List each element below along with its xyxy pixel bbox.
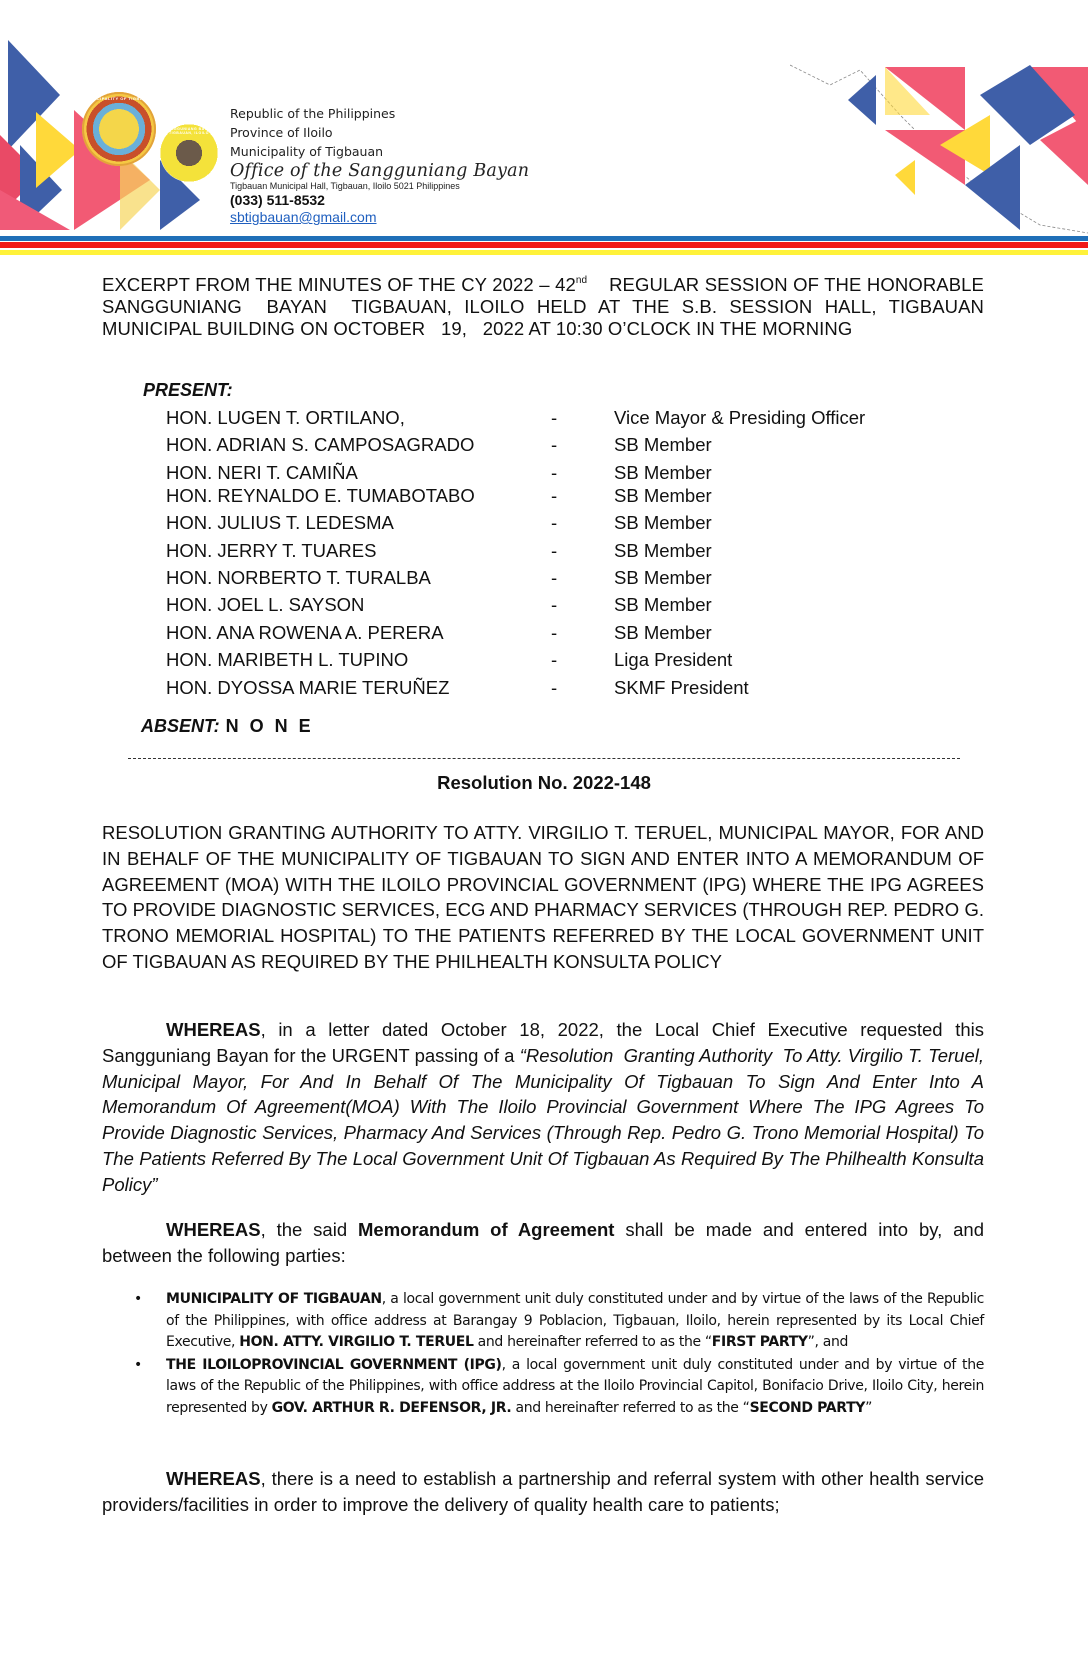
municipality-line: Municipality of Tigbauan bbox=[230, 144, 384, 159]
party-item-first bbox=[134, 1289, 984, 1354]
member-role: SB Member bbox=[614, 539, 712, 561]
attendance-row bbox=[166, 594, 926, 621]
member-name: HON. MARIBETH L. TUPINO bbox=[166, 649, 409, 671]
excerpt-text-rest: REGULAR SESSION OF THE HONORABLE SANGGUNIANG BAYAN TIGBAUAN, ILOILO HELD AT THE S.B. SESSION HALL, TIGBAUAN MUNICIPAL BUILDING ON OCTOBER 19, 2022 AT 10:30 O’CLOCK IN THE MORNING bbox=[102, 274, 984, 339]
absent-label: ABSENT: bbox=[141, 716, 220, 736]
attendance-row bbox=[166, 512, 926, 539]
attendance-row bbox=[166, 540, 926, 567]
party-representative: GOV. ARTHUR R. DEFENSOR, JR. bbox=[271, 1399, 512, 1416]
member-role: SB Member bbox=[614, 566, 712, 588]
attendance-row bbox=[166, 462, 926, 485]
quoted-resolution-title: “Resolution Granting Authority To Atty. Virgilio T. Teruel, Municipal Mayor, For And In Behalf Of The Municipality Of Tigbauan To Sign And Enter Into A Memorandum Of Agreement(MOA) With The Iloilo Provincial Government Where The IPG Agrees To Provide Diagnostic Services, Pharmacy And Services (Through Rep. Pedro G. Trono Memorial Hospital) To The Patients Referred By The Local Government Unit Of Tigbauan As Required By The Philhealth Konsulta Policy” bbox=[102, 1044, 984, 1195]
party-name: THE ILOILOPROVINCIAL GOVERNMENT (IPG) bbox=[166, 1356, 502, 1373]
dash-separator: - bbox=[551, 512, 558, 534]
party-item-second bbox=[134, 1355, 984, 1420]
whereas-clause-3 bbox=[102, 1466, 984, 1518]
member-role: SB Member bbox=[614, 621, 712, 643]
absent-line bbox=[141, 716, 314, 737]
member-name: HON. LUGEN T. ORTILANO, bbox=[166, 407, 405, 428]
office-email-link[interactable]: sbtigbauan@gmail.com bbox=[230, 209, 377, 225]
member-role: SB Member bbox=[614, 594, 712, 616]
whereas-label: WHEREAS bbox=[166, 1019, 261, 1040]
letterhead bbox=[0, 0, 1088, 260]
minutes-excerpt-heading bbox=[102, 270, 984, 340]
attendance-row bbox=[166, 407, 926, 434]
party-designation: SECOND PARTY bbox=[749, 1399, 866, 1416]
attendance-row bbox=[166, 485, 926, 512]
header-stripe-blue bbox=[0, 236, 1088, 241]
member-name: HON. JOEL L. SAYSON bbox=[166, 594, 365, 616]
dash-separator: - bbox=[551, 649, 558, 671]
attendance-row bbox=[166, 434, 926, 461]
attendance-row bbox=[166, 649, 926, 676]
member-name: HON. NERI T. CAMIÑA bbox=[166, 461, 358, 483]
excerpt-text-start: EXCERPT FROM THE MINUTES OF THE CY 2022 – 42 bbox=[102, 274, 576, 295]
dash-separator: - bbox=[551, 621, 558, 643]
office-title: Office of the Sangguniang Bayan bbox=[230, 161, 530, 181]
member-role: SB Member bbox=[614, 484, 712, 506]
attendance-row bbox=[166, 622, 926, 649]
member-name: HON. JERRY T. TUARES bbox=[166, 539, 377, 561]
present-label: PRESENT: bbox=[143, 380, 233, 400]
party-text: and hereinafter referred to as the “ bbox=[511, 1399, 750, 1416]
dash-separator: - bbox=[551, 539, 558, 561]
dash-separator: - bbox=[551, 434, 558, 456]
bullet-icon: • bbox=[134, 1356, 142, 1373]
party-text: , a local government unit duly constituted under and by virtue of the laws of the Republic of the Philippines, with office address at the Iloilo Provincial Capitol, Bonifacio Drive, Iloilo City, herein represented by bbox=[166, 1356, 984, 1416]
party-text: ” bbox=[865, 1399, 872, 1416]
office-phone: (033) 511-8532 bbox=[230, 192, 325, 208]
seal-text: SANGGUNIANG BAYAN TIGBAUAN, ILOILO bbox=[165, 127, 213, 135]
party-text: ”, and bbox=[807, 1334, 849, 1350]
member-name: HON. REYNALDO E. TUMABOTABO bbox=[166, 484, 475, 506]
header-stripe-yellow bbox=[0, 250, 1088, 255]
member-role: Liga President bbox=[614, 649, 733, 671]
whereas-label: WHEREAS bbox=[166, 1468, 261, 1489]
resolution-title: RESOLUTION GRANTING AUTHORITY TO ATTY. VIRGILIO T. TERUEL, MUNICIPAL MAYOR, FOR AND IN BEHALF OF THE MUNICIPALITY OF TIGBAUAN TO SIGN AND ENTER INTO A MEMORANDUM OF AGREEMENT (MOA) WITH THE ILOILO PROVINCIAL GOVERNMENT (IPG) WHERE THE IPG AGREES TO PROVIDE DIAGNOSTIC SERVICES, ECG AND PHARMACY SERVICES (THROUGH REP. PEDRO G. TRONO MEMORIAL HOSPITAL) TO THE PATIENTS REFERRED BY THE LOCAL GOVERNMENT UNIT OF TIGBAUAN AS REQUIRED BY THE PHILHEALTH KONSULTA POLICY bbox=[102, 822, 984, 972]
parties-list bbox=[134, 1289, 984, 1419]
dash-separator: - bbox=[551, 594, 558, 616]
header-stripe-red bbox=[0, 242, 1088, 248]
geometric-triangles-decoration-right bbox=[790, 55, 1088, 235]
member-name: HON. ANA ROWENA A. PERERA bbox=[166, 621, 444, 643]
whereas-clause-2 bbox=[102, 1217, 984, 1269]
member-name: HON. JULIUS T. LEDESMA bbox=[166, 512, 394, 534]
member-name: HON. NORBERTO T. TURALBA bbox=[166, 566, 431, 588]
whereas-text: , there is a need to establish a partnership and referral system with other health service providers/facilities in order to improve the delivery of quality health care to patients; bbox=[102, 1468, 984, 1515]
resolution-number: Resolution No. 2022-148 bbox=[437, 772, 651, 793]
seal-text: MUNICIPALITY OF TIGBAUAN bbox=[84, 96, 154, 101]
member-name: HON. DYOSSA MARIE TERUÑEZ bbox=[166, 676, 450, 698]
municipality-of-tigbauan-seal bbox=[82, 92, 156, 166]
whereas-label: WHEREAS bbox=[166, 1219, 261, 1240]
bullet-icon: • bbox=[134, 1291, 142, 1307]
party-name: MUNICIPALITY OF TIGBAUAN bbox=[166, 1291, 382, 1307]
dash-separator: - bbox=[551, 461, 558, 483]
dashed-separator bbox=[128, 758, 960, 759]
whereas-text: shall be made and entered into by, and between the following parties: bbox=[102, 1219, 985, 1266]
absent-value: N O N E bbox=[225, 716, 314, 736]
province-line: Province of Iloilo bbox=[230, 125, 333, 140]
attendance-list bbox=[166, 407, 926, 704]
attendance-row bbox=[166, 677, 926, 704]
attendance-row bbox=[166, 567, 926, 594]
republic-line: Republic of the Philippines bbox=[230, 106, 396, 121]
dash-separator: - bbox=[551, 407, 558, 428]
member-role: SB Member bbox=[614, 434, 712, 456]
office-address: Tigbauan Municipal Hall, Tigbauan, Iloilo 5021 Philippines bbox=[230, 181, 460, 191]
party-designation: FIRST PARTY bbox=[711, 1334, 808, 1350]
letterhead-text bbox=[230, 104, 529, 227]
moa-term: Memorandum of Agreement bbox=[358, 1219, 615, 1240]
dash-separator: - bbox=[551, 484, 558, 506]
member-role: Vice Mayor & Presiding Officer bbox=[614, 407, 866, 428]
member-role: SKMF President bbox=[614, 676, 749, 698]
whereas-clause-1 bbox=[102, 1017, 984, 1198]
whereas-text: , in a letter dated October 18, 2022, the Local Chief Executive requested this Sangguniang Bayan for the URGENT passing of a bbox=[102, 1019, 984, 1066]
member-role: SB Member bbox=[614, 461, 712, 483]
dash-separator: - bbox=[551, 566, 558, 588]
party-text: and hereinafter referred to as the “ bbox=[473, 1334, 712, 1350]
whereas-text: , the said bbox=[260, 1219, 358, 1240]
sangguniang-bayan-seal bbox=[160, 124, 218, 182]
party-text: , a local government unit duly constituted under and by virtue of the laws of the Republic of the Philippines, with office address at Barangay 9 Poblacion, Tigbauan, Iloilo, herein represented by its Local Chief Executive, bbox=[166, 1291, 985, 1350]
member-role: SB Member bbox=[614, 512, 712, 534]
ordinal-suffix: nd bbox=[575, 275, 588, 286]
dash-separator: - bbox=[551, 676, 558, 698]
member-name: HON. ADRIAN S. CAMPOSAGRADO bbox=[166, 434, 475, 456]
party-representative: HON. ATTY. VIRGILIO T. TERUEL bbox=[239, 1334, 474, 1350]
